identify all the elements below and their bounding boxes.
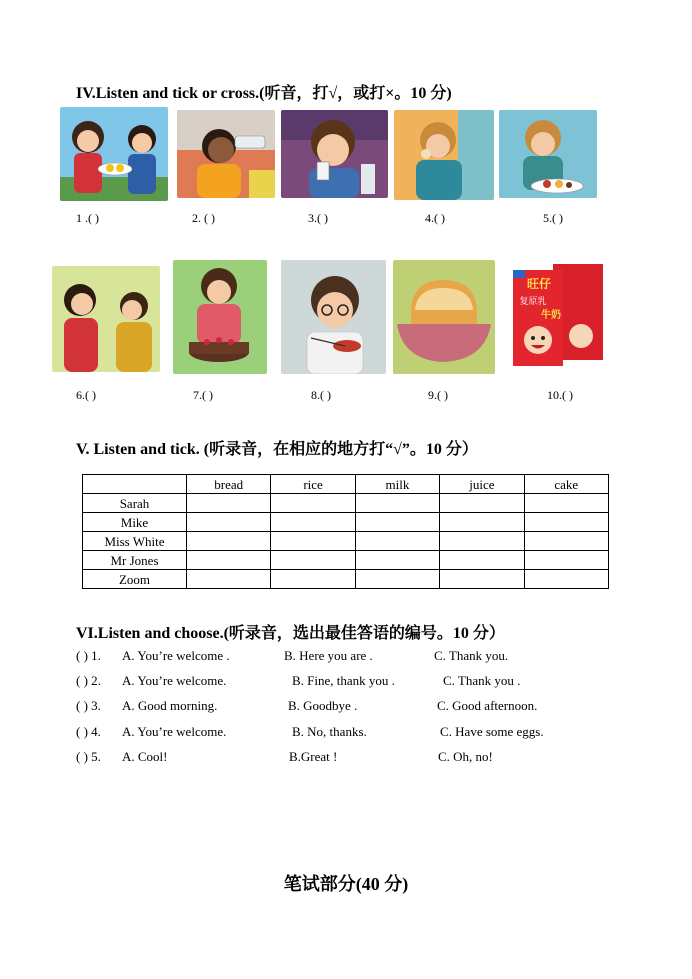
picture-girl-cake <box>173 260 267 374</box>
option-a: A. You’re welcome. <box>122 673 227 688</box>
table-header-cell: cake <box>524 475 608 494</box>
item-label: 10.( ) <box>547 388 573 402</box>
tick-table <box>82 474 609 589</box>
tick-cell[interactable] <box>187 532 271 551</box>
table-header-cell: rice <box>271 475 355 494</box>
option-a: A. You’re welcome. <box>122 724 227 739</box>
row-name: Mr Jones <box>83 551 187 570</box>
tick-cell[interactable] <box>187 494 271 513</box>
picture-girl-bread <box>394 110 494 200</box>
picture-children-talking <box>52 266 160 372</box>
item-label: 9.( ) <box>428 388 448 402</box>
tick-cell[interactable] <box>440 532 524 551</box>
row-name: Sarah <box>83 494 187 513</box>
tick-cell[interactable] <box>355 494 439 513</box>
item-label: 8.( ) <box>311 388 331 402</box>
item-label: 4.( ) <box>425 211 445 225</box>
option-c: C. Good afternoon. <box>437 698 538 713</box>
option-c: C. Oh, no! <box>438 749 493 764</box>
tick-cell[interactable] <box>355 532 439 551</box>
item-label: 2. ( ) <box>192 211 215 225</box>
picture-bread-bowl <box>393 260 495 374</box>
item-label: 7.( ) <box>193 388 213 402</box>
tick-cell[interactable] <box>524 570 608 589</box>
tick-cell[interactable] <box>524 532 608 551</box>
section4-title: IV.Listen and tick or cross.(听音，打√，或打×。10 分) <box>76 85 452 102</box>
answer-blank[interactable]: ( ) 2. <box>76 673 101 688</box>
picture-milk-cartons <box>509 260 606 370</box>
tick-cell[interactable] <box>271 513 355 532</box>
tick-cell[interactable] <box>524 513 608 532</box>
option-b: B. Fine, thank you . <box>292 673 395 688</box>
carton-brand: 旺仔 <box>526 277 552 291</box>
table-header-row <box>83 475 609 494</box>
tick-cell[interactable] <box>440 494 524 513</box>
option-c: C. Thank you . <box>443 673 521 688</box>
tick-cell[interactable] <box>440 551 524 570</box>
carton-line2: 复原乳 <box>519 297 547 307</box>
option-a: A. Cool! <box>122 749 168 764</box>
table-row <box>83 551 609 570</box>
table-row <box>83 513 609 532</box>
section6-title: VI.Listen and choose.(听录音，选出最佳答语的编号。10 分） <box>76 625 505 642</box>
item-label: 1 .( ) <box>76 211 99 225</box>
tick-cell[interactable] <box>271 551 355 570</box>
answer-blank[interactable]: ( ) 3. <box>76 698 101 713</box>
answer-blank[interactable]: ( ) 4. <box>76 724 101 739</box>
carton-line3: 牛奶 <box>541 310 561 321</box>
tick-cell[interactable] <box>187 570 271 589</box>
table-row <box>83 570 609 589</box>
tick-cell[interactable] <box>440 513 524 532</box>
item-label: 6.( ) <box>76 388 96 402</box>
option-b: B. Here you are . <box>284 648 373 663</box>
row-name: Miss White <box>83 532 187 551</box>
tick-cell[interactable] <box>524 494 608 513</box>
section5-title: V. Listen and tick. (听录音，在相应的地方打“√”。10 分） <box>76 441 478 458</box>
option-a: A. Good morning. <box>122 698 218 713</box>
table-header-cell: juice <box>440 475 524 494</box>
tick-cell[interactable] <box>355 551 439 570</box>
option-c: C. Have some eggs. <box>440 724 544 739</box>
picture-breakfast-plate <box>60 107 168 201</box>
tick-cell[interactable] <box>187 513 271 532</box>
tick-cell[interactable] <box>440 570 524 589</box>
picture-boy-drinking <box>177 110 275 198</box>
item-label: 3.( ) <box>308 211 328 225</box>
answer-blank[interactable]: ( ) 5. <box>76 749 101 764</box>
written-part-title: 笔试部分(40 分) <box>283 874 409 894</box>
tick-cell[interactable] <box>187 551 271 570</box>
tick-cell[interactable] <box>355 570 439 589</box>
tick-cell[interactable] <box>271 494 355 513</box>
picture-boy-chopsticks <box>281 260 386 374</box>
answer-blank[interactable]: ( ) 1. <box>76 648 101 663</box>
table-row <box>83 532 609 551</box>
option-c: C. Thank you. <box>434 648 509 663</box>
tick-cell[interactable] <box>271 532 355 551</box>
tick-cell[interactable] <box>524 551 608 570</box>
option-b: B.Great ! <box>289 749 338 764</box>
option-b: B. No, thanks. <box>292 724 367 739</box>
item-label: 5.( ) <box>543 211 563 225</box>
table-header-cell: bread <box>187 475 271 494</box>
table-header-cell: milk <box>355 475 439 494</box>
picture-girl-plate <box>499 110 597 198</box>
picture-boy-milk <box>281 110 388 198</box>
option-b: B. Goodbye . <box>288 698 358 713</box>
option-a: A. You’re welcome . <box>122 648 230 663</box>
row-name: Mike <box>83 513 187 532</box>
tick-cell[interactable] <box>355 513 439 532</box>
row-name: Zoom <box>83 570 187 589</box>
tick-cell[interactable] <box>271 570 355 589</box>
table-row <box>83 494 609 513</box>
table-header-cell <box>83 475 187 494</box>
